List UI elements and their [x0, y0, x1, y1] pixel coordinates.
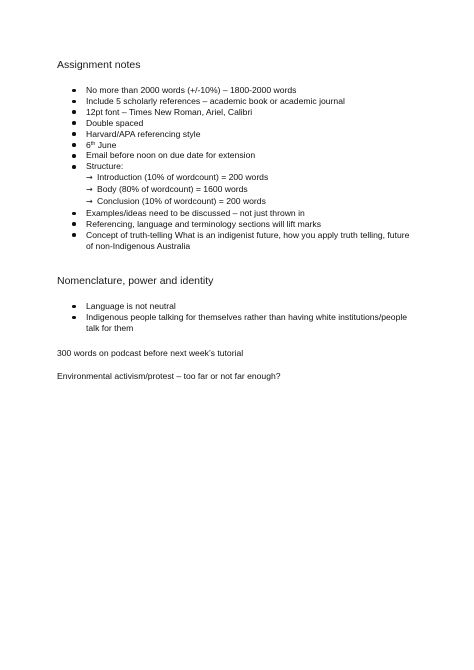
- right-arrow-icon: →: [86, 173, 93, 183]
- bullet-icon: [72, 100, 76, 104]
- list-item: Double spaced: [0, 118, 474, 129]
- bullet-icon: [72, 316, 76, 320]
- list-item: Email before noon on due date for extension: [0, 150, 474, 161]
- bullet-icon: [72, 143, 76, 147]
- list-item: Referencing, language and terminology sections will lift marks: [0, 219, 474, 230]
- structure-subitem: → Conclusion (10% of wordcount) = 200 words: [86, 196, 266, 207]
- bullet-icon: [72, 212, 76, 216]
- list-item: Indigenous people talking for themselves rather than having white institutions/people talk for them: [0, 312, 474, 334]
- bullet-icon: [72, 121, 76, 125]
- bullet-icon: [72, 110, 76, 114]
- bullet-icon: [72, 233, 76, 237]
- list-item-structure: Structure: → Introduction (10% of wordcount) = 200 words → Body (80% of wordcount) = 1600 words → Conclusion (10% of wordcount) = 200 words: [0, 161, 474, 208]
- bullet-icon: [72, 89, 76, 93]
- bullet-icon: [72, 222, 76, 226]
- activism-note: Environmental activism/protest – too far or not far enough?: [57, 371, 281, 381]
- structure-subitem: → Introduction (10% of wordcount) = 200 words: [86, 172, 269, 183]
- section-heading-nomenclature: Nomenclature, power and identity: [57, 275, 214, 287]
- bullet-icon: [72, 132, 76, 136]
- bullet-icon: [72, 154, 76, 158]
- nomenclature-list: [0, 301, 474, 334]
- section-heading-assignment-notes: Assignment notes: [57, 59, 141, 71]
- right-arrow-icon: →: [86, 185, 93, 195]
- list-item: Concept of truth-telling What is an indigenist future, how you apply truth telling, future of non-Indigenous Australia: [0, 230, 474, 252]
- bullet-icon: [72, 305, 76, 309]
- list-item: 12pt font – Times New Roman, Ariel, Calibri: [0, 107, 474, 118]
- right-arrow-icon: →: [86, 197, 93, 207]
- list-item-date: 6th June: [0, 140, 474, 151]
- list-item: Language is not neutral: [0, 301, 474, 312]
- assignment-notes-list: [0, 85, 474, 252]
- list-item: Harvard/APA referencing style: [0, 129, 474, 140]
- list-item: Include 5 scholarly references – academic book or academic journal: [0, 96, 474, 107]
- bullet-icon: [72, 165, 76, 169]
- structure-subitem: → Body (80% of wordcount) = 1600 words: [86, 184, 248, 195]
- list-item: No more than 2000 words (+/-10%) – 1800-2000 words: [0, 85, 474, 96]
- list-item: Examples/ideas need to be discussed – not just thrown in: [0, 208, 474, 219]
- podcast-note: 300 words on podcast before next week’s tutorial: [57, 348, 244, 358]
